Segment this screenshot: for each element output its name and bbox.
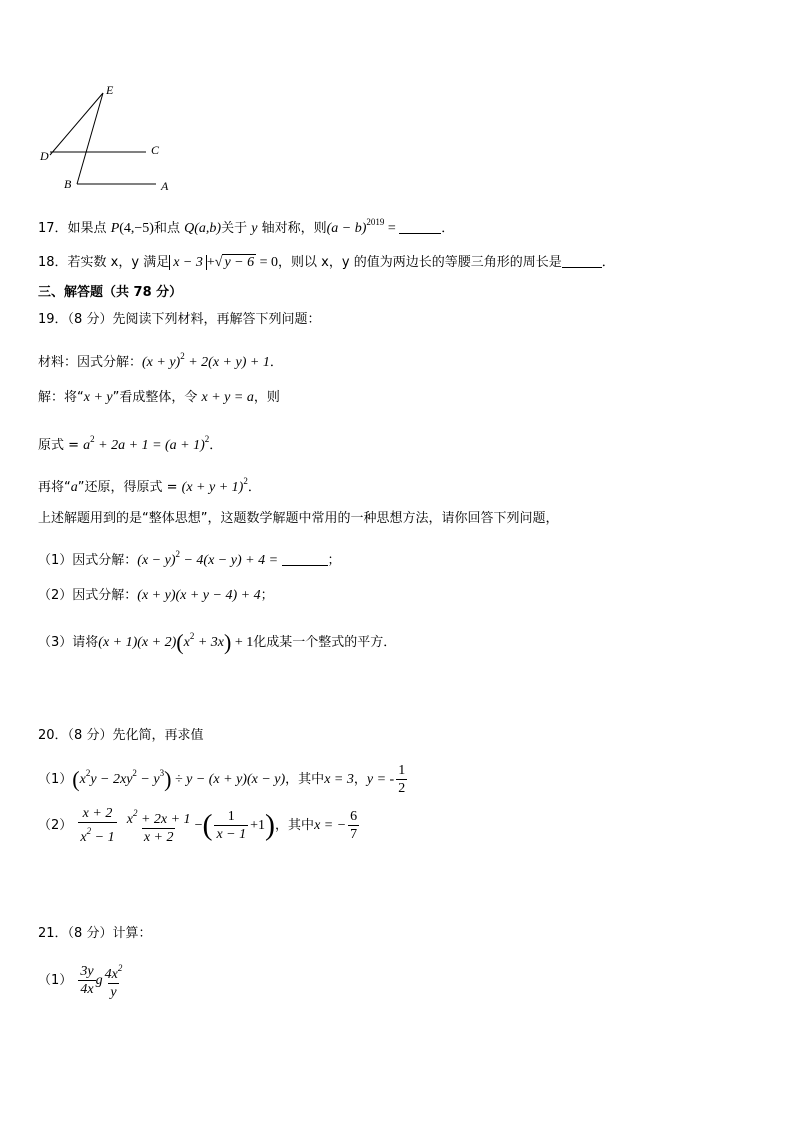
- q17-y: y: [251, 221, 258, 236]
- q17-exponent: 2019: [366, 217, 385, 227]
- q19-again-sup: 2: [243, 476, 248, 486]
- q19-p3-c: + 3x: [194, 635, 224, 650]
- q20-p1-rparen: ): [164, 766, 172, 792]
- q19-sol-e: ，则: [253, 390, 280, 405]
- q17-point-q: Q: [184, 221, 195, 236]
- q19-material-label: 材料：因式分解：: [38, 355, 143, 370]
- line-EB: [77, 93, 103, 184]
- q19-again-b: a: [70, 480, 78, 495]
- q17-answer-blank[interactable]: [399, 221, 441, 234]
- q17-text2: 和点: [153, 221, 185, 236]
- q20-p1-d: ÷ y − (x + y)(x − y): [171, 772, 286, 787]
- q20-p1-x: x = 3: [324, 772, 354, 787]
- q20-part2: [38, 805, 361, 846]
- q21-f2-den: y: [110, 985, 117, 1000]
- q19-part2: [38, 587, 274, 605]
- q19-again-c: ”还原，得原式 =: [77, 480, 182, 495]
- q20-p2-x-den: 7: [350, 827, 358, 842]
- q19-p1-a: (x − y): [137, 553, 176, 568]
- q20-p1-y-den: 2: [398, 781, 406, 796]
- q20-p2-frac1: [78, 805, 116, 846]
- q20-p2-rparen: ): [265, 808, 276, 842]
- q19-p3-a: (x + 1)(x + 2): [98, 635, 177, 650]
- q20-f2-num-sup: 2: [132, 808, 138, 818]
- line-ED: [50, 93, 103, 155]
- section-3-title: 三、解答题（共 78 分）: [38, 285, 183, 300]
- q19-orig-a: a: [83, 438, 91, 453]
- q20-p1-comma: ，: [353, 772, 367, 787]
- q20-f1-den: [78, 822, 116, 846]
- q18-sqrt: y − 6: [224, 255, 255, 270]
- label-C: C: [151, 143, 160, 157]
- question-18: [38, 254, 615, 272]
- q19-p3-rparen: ): [223, 629, 232, 655]
- q19-sol-c: ”看成整体，令: [112, 390, 202, 405]
- q21-frac1: [78, 963, 95, 998]
- q20-f3-den: x − 1: [216, 827, 247, 842]
- label-D: D: [40, 149, 49, 163]
- label-E: E: [106, 83, 114, 97]
- q20-f2-den: x + 2: [143, 830, 174, 845]
- q21-f1-den: 4x: [80, 982, 94, 997]
- q19-p3-d: + 1: [231, 635, 254, 650]
- q17-number: 17．: [38, 221, 68, 236]
- q20-p2-x-fraction: [348, 808, 359, 843]
- q20-p2-lparen: (: [202, 808, 213, 842]
- q20-p1-where: ，其中: [285, 772, 325, 787]
- q19-part3: [38, 627, 397, 655]
- q20-p2-frac3: [214, 808, 248, 843]
- q19-again: [38, 472, 261, 497]
- q19-material-sup: 2: [180, 351, 185, 361]
- q20-minus: −: [194, 818, 203, 833]
- q21-f2-num-sup: 2: [117, 963, 123, 973]
- q19-p1-b: − 4(x − y) + 4 =: [179, 553, 282, 568]
- q19-p3-end: 化成某一个整式的平方．: [253, 635, 397, 650]
- q21-frac2: [103, 960, 125, 1001]
- q20-p2-label: （2）: [38, 818, 73, 833]
- q18-text2: ，则以 x，y 的值为两边长的等腰三角形的周长是: [278, 255, 562, 270]
- q20-p1-y-num: 1: [398, 763, 406, 778]
- q19-sol-d: x + y = a: [201, 390, 254, 405]
- q20-p1-b: y − 2xy: [90, 772, 133, 787]
- q20-p2-where: ，其中: [275, 818, 315, 833]
- q19-again-d: (x + y + 1): [181, 480, 244, 495]
- label-B: B: [64, 177, 72, 191]
- question-17: [38, 213, 454, 238]
- q21-f2-num-a: 4x: [104, 967, 118, 982]
- q20-f1-den-b: − 1: [91, 830, 115, 845]
- q19-p2-expr: (x + y)(x + y − 4) + 4: [137, 588, 261, 603]
- q19-again-a: 再将“: [38, 480, 71, 495]
- q19-p1-label: （1）因式分解：: [38, 553, 138, 568]
- q18-sqrt-sign: √: [214, 255, 223, 270]
- q19-orig-sup2: 2: [204, 434, 210, 444]
- q20-f2-num-b: + 2x + 1: [137, 812, 191, 827]
- q18-abs: x − 3: [169, 255, 207, 270]
- q19-p1-answer-blank[interactable]: [282, 553, 328, 566]
- q19-material: [38, 347, 283, 372]
- q21-g: g: [95, 973, 103, 988]
- q19-p3-lparen: (: [176, 629, 184, 655]
- q19-sol-b: x + y: [83, 390, 113, 405]
- q19-p1-sup: 2: [175, 549, 180, 559]
- q17-eq: =: [384, 221, 400, 236]
- q20-f2-num: [125, 805, 193, 828]
- q17-text3: 关于: [221, 221, 252, 236]
- q20-p1-y-fraction: [396, 762, 407, 797]
- q19-solution: [38, 389, 280, 407]
- q17-end: ．: [441, 221, 455, 236]
- geometry-figure: [36, 80, 186, 195]
- q20-p1-lparen: (: [72, 766, 80, 792]
- q17-p-coords: (4,−5): [119, 221, 154, 236]
- q19-orig-label: 原式 =: [38, 438, 84, 453]
- q19-orig-end: ．: [209, 438, 223, 453]
- q18-end: ．: [601, 255, 615, 270]
- q17-text4: 轴对称，则: [257, 221, 327, 236]
- q18-eq: = 0: [256, 255, 279, 270]
- q21-f2-num: [103, 960, 125, 983]
- q20-p1-sup2: 2: [132, 768, 137, 778]
- q20-p2-x: x = −: [314, 818, 347, 833]
- q20-f3-num: 1: [227, 809, 235, 824]
- q19-head: 19．（8 分）先阅读下列材料，再解答下列问题：: [38, 312, 321, 327]
- q19-p2-label: （2）因式分解：: [38, 588, 138, 603]
- q19-p3-label: （3）请将: [38, 635, 99, 650]
- q19-original: [38, 430, 222, 455]
- q21-head: 21．（8 分）计算：: [38, 926, 152, 941]
- q21-f1-num: 3y: [80, 964, 94, 979]
- q20-p1-a: x: [79, 772, 86, 787]
- q21-part1: [38, 960, 126, 1001]
- q19-p3-b: x: [183, 635, 190, 650]
- q18-text1: 若实数 x，y 满足: [67, 255, 170, 270]
- q19-above: 上述解题用到的是“整体思想”，这题数学解题中常用的一种思想方法，请你回答下列问题，: [38, 511, 559, 526]
- q19-material-end: ．: [269, 355, 283, 370]
- q18-answer-blank[interactable]: [562, 255, 602, 268]
- q19-p2-end: ；: [260, 588, 274, 603]
- q20-p1-label: （1）: [38, 772, 73, 787]
- q20-f1-num: x + 2: [82, 806, 113, 821]
- q18-number: 18．: [38, 255, 68, 270]
- q19-p1-end: ；: [327, 553, 341, 568]
- q17-point-p: P: [110, 221, 120, 236]
- q20-f2-num-a: x: [126, 812, 133, 827]
- q20-head: 20．（8 分）先化简，再求值: [38, 728, 204, 743]
- q20-plus1: +1: [250, 818, 266, 833]
- q18-plus: +: [206, 255, 215, 270]
- q19-p3-sup: 2: [189, 631, 195, 641]
- q21-p1-label: （1）: [38, 973, 73, 988]
- q20-p1-sup3: 3: [159, 768, 165, 778]
- q20-p1-c: − y: [136, 772, 160, 787]
- q20-part1: [38, 762, 409, 797]
- label-A: A: [161, 179, 169, 193]
- q20-p2-frac2: [125, 805, 193, 846]
- q20-f1-den-sup: 2: [86, 826, 92, 836]
- q20-p1-sup1: 2: [85, 768, 91, 778]
- q19-orig-b: + 2a + 1 = (a + 1): [94, 438, 205, 453]
- q17-text1: 如果点: [67, 221, 111, 236]
- q19-orig-sup1: 2: [90, 434, 95, 444]
- q19-again-end: ．: [247, 480, 261, 495]
- q20-p1-y: y = -: [366, 772, 395, 787]
- q19-material-a: (x + y): [142, 355, 181, 370]
- q19-sol-a: 解：将“: [38, 390, 84, 405]
- q20-f1-den-a: x: [80, 830, 87, 845]
- q19-part1: [38, 545, 341, 570]
- q19-material-b: + 2(x + y) + 1: [184, 355, 270, 370]
- q20-p2-x-num: 6: [350, 809, 358, 824]
- q17-q-coords: (a,b): [194, 221, 222, 236]
- q17-expr: (a − b): [326, 221, 367, 236]
